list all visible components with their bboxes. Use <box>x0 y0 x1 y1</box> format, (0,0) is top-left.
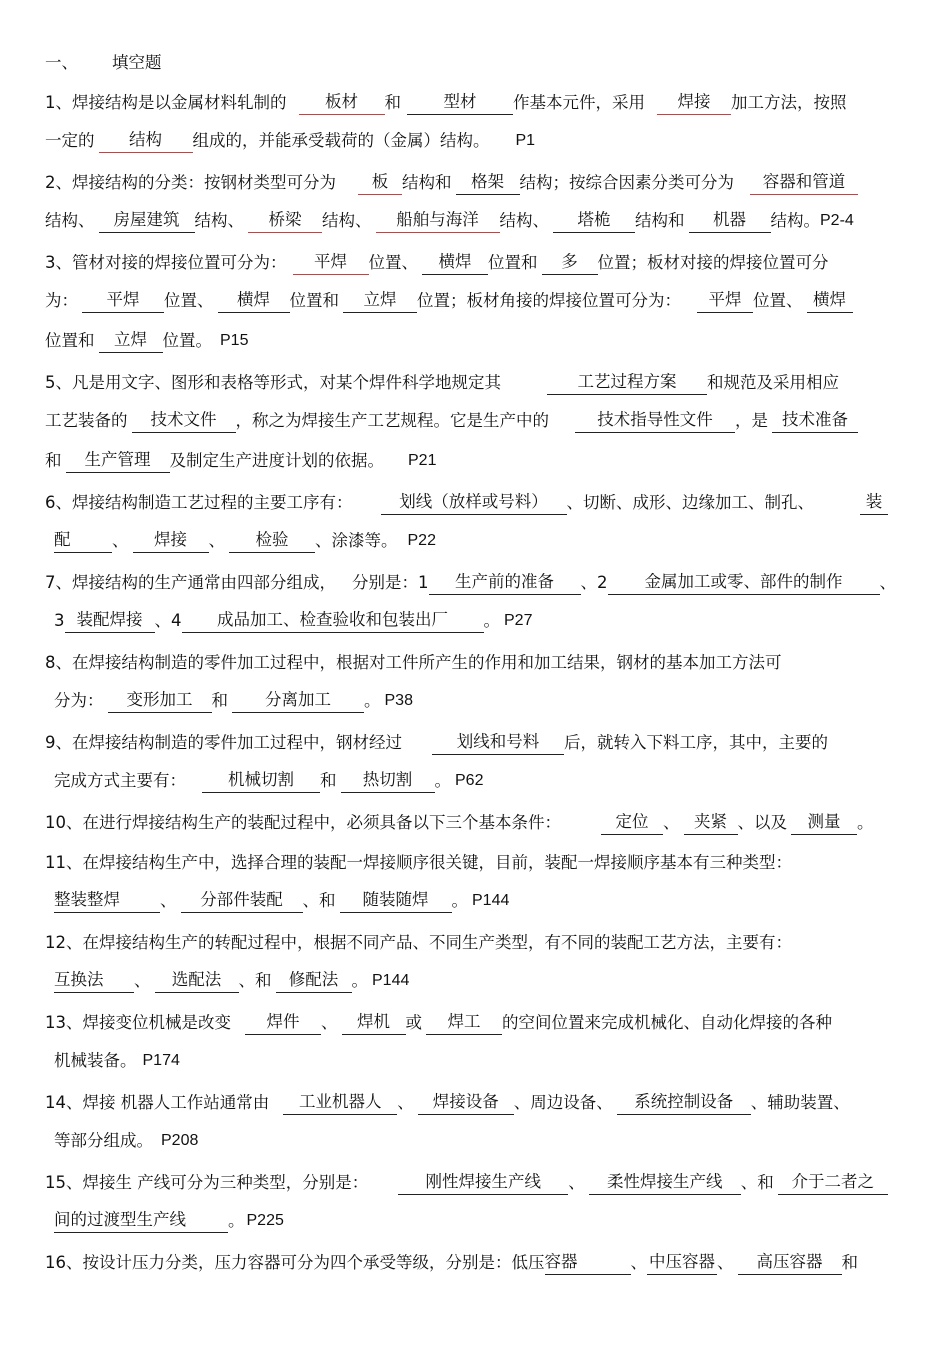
question-12-line-1 <box>0 930 950 956</box>
question-5-line-3 <box>0 448 950 474</box>
question-text: 结构、 <box>499 211 549 230</box>
answer-blank: 柔性焊接生产线 <box>589 1170 741 1195</box>
page-reference: P144 <box>472 892 510 909</box>
question-11-line-2 <box>0 888 950 914</box>
answer-blank: 容器 <box>545 1250 631 1275</box>
question-text: 。 <box>364 691 381 710</box>
answer-blank: 船舶与海洋 <box>376 208 500 233</box>
question-9-line-1 <box>0 730 950 756</box>
answer-blank: 机械切割 <box>202 768 320 793</box>
question-2-line-1 <box>0 170 950 196</box>
answer-blank: 机器 <box>689 208 771 233</box>
question-text: 、周边设备、 <box>513 1093 613 1112</box>
question-text: 位置和 <box>488 253 538 272</box>
question-8-line-1 <box>0 650 950 676</box>
question-text: 10、在进行焊接结构生产的装配过程中，必须具备以下三个基本条件： <box>45 813 561 832</box>
question-14-line-2 <box>0 1128 950 1154</box>
question-text: 组成的，并能承受载荷的（金属）结构。 <box>192 131 490 150</box>
question-text: 、和 <box>238 971 272 990</box>
question-text: 11、在焊接结构生产中，选择合理的装配一焊接顺序很关键，目前，装配一焊接顺序基本有三种类型： <box>45 853 792 872</box>
question-text: 5、凡是用文字、图形和表格等形式，对某个焊件科学地规定其 <box>45 373 501 392</box>
answer-blank: 互换法 <box>54 968 134 993</box>
answer-blank: 焊接设备 <box>418 1090 514 1115</box>
question-7-line-2 <box>0 608 950 634</box>
answer-blank: 板 <box>358 170 402 195</box>
answer-blank: 金属加工或零、部件的制作 <box>608 570 880 595</box>
question-3-line-3 <box>0 328 950 354</box>
question-text: ，是 <box>735 411 768 430</box>
question-8-line-2 <box>0 688 950 714</box>
answer-blank: 横焊 <box>807 288 853 313</box>
question-text: 、 <box>112 531 129 550</box>
question-13-line-1 <box>0 1010 950 1036</box>
question-text: 完成方式主要有： <box>54 771 186 790</box>
question-text: 6、焊接结构制造工艺过程的主要工序有： <box>45 493 353 512</box>
question-text: 位置和 <box>289 291 339 310</box>
question-text: 、2 <box>580 573 608 592</box>
question-3-line-2 <box>0 288 950 314</box>
question-text: 。 <box>483 611 500 630</box>
page-reference: P15 <box>220 332 249 349</box>
question-text: 位置；板材角接的焊接位置可分为： <box>417 291 681 310</box>
question-11-line-1 <box>0 850 950 876</box>
page-reference: P38 <box>384 692 413 709</box>
answer-blank: 容器和管道 <box>750 170 858 195</box>
question-text: 或 <box>405 1013 422 1032</box>
answer-blank: 多 <box>542 250 598 275</box>
question-text: 、 <box>397 1093 414 1112</box>
question-text: 、和 <box>302 891 336 910</box>
answer-blank: 成品加工、检查验收和包装出厂 <box>182 608 484 633</box>
question-text: 位置；板材对接的焊接位置可分 <box>597 253 829 272</box>
answer-blank: 系统控制设备 <box>617 1090 751 1115</box>
answer-blank: 检验 <box>229 528 315 553</box>
question-text: 、 <box>663 813 680 832</box>
answer-blank: 技术文件 <box>132 408 236 433</box>
question-text: 及制定生产进度计划的依据。 <box>169 451 384 470</box>
question-text: 和 <box>320 771 337 790</box>
question-text: 、 <box>879 573 896 592</box>
question-text: 。 <box>857 813 874 832</box>
answer-blank: 刚性焊接生产线 <box>398 1170 568 1195</box>
answer-blank: 焊机 <box>342 1010 406 1035</box>
answer-blank: 平焊 <box>697 288 753 313</box>
question-text: 位置和 <box>45 331 95 350</box>
heading-title: 填空题 <box>112 53 162 72</box>
question-1-line-2 <box>0 128 950 154</box>
question-text: 结构；按综合因素分类可分为 <box>519 173 734 192</box>
question-text: 16、按设计压力分类，压力容器可分为四个承受等级，分别是：低压 <box>45 1253 545 1272</box>
question-text: 、 <box>630 1253 647 1272</box>
question-text: 3、管材对接的焊接位置可分为： <box>45 253 287 272</box>
answer-blank: 工业机器人 <box>283 1090 397 1115</box>
answer-blank: 平焊 <box>293 250 369 275</box>
question-5-line-1 <box>0 370 950 396</box>
question-text: 和 <box>384 93 401 112</box>
answer-blank: 介于二者之 <box>778 1170 888 1195</box>
answer-blank: 型材 <box>407 90 513 115</box>
question-3-line-1 <box>0 250 950 276</box>
question-text: 、切断、成形、边缘加工、制孔、 <box>566 493 814 512</box>
answer-blank: 夹紧 <box>684 810 738 835</box>
answer-blank: 板材 <box>299 90 385 115</box>
page-reference: P144 <box>372 972 410 989</box>
heading-number: 一、 <box>45 53 78 72</box>
question-text: 分为： <box>54 691 104 710</box>
answer-blank: 热切割 <box>341 768 435 793</box>
question-text: 、以及 <box>737 813 787 832</box>
question-text: 、 <box>321 1013 338 1032</box>
answer-blank: 焊件 <box>245 1010 321 1035</box>
question-text: 的空间位置来完成机械化、自动化焊接的各种 <box>502 1013 832 1032</box>
answer-blank: 技术指导性文件 <box>575 408 735 433</box>
question-5-line-2 <box>0 408 950 434</box>
question-text: 结构、 <box>322 211 372 230</box>
answer-blank: 立焊 <box>343 288 417 313</box>
answer-blank: 整装整焊 <box>54 888 160 913</box>
question-text: 结构。 <box>770 211 820 230</box>
question-text: 机械装备。 <box>54 1051 137 1070</box>
question-text: 、辅助装置、 <box>750 1093 850 1112</box>
answer-blank: 间的过渡型生产线 <box>54 1208 228 1233</box>
answer-blank: 塔桅 <box>553 208 635 233</box>
question-text: 7、焊接结构的生产通常由四部分组成， <box>45 573 336 592</box>
page-reference: P62 <box>455 772 484 789</box>
answer-blank: 生产管理 <box>66 448 170 473</box>
page-reference: P27 <box>504 612 533 629</box>
question-14-line-1 <box>0 1090 950 1116</box>
page-reference: P225 <box>246 1212 284 1229</box>
question-text: 和 <box>841 1253 858 1272</box>
page-reference: P22 <box>407 532 436 549</box>
question-text: 。 <box>451 891 468 910</box>
answer-blank: 生产前的准备 <box>429 570 581 595</box>
question-text: 结构和 <box>402 173 452 192</box>
question-text: 等部分组成。 <box>54 1131 153 1150</box>
answer-blank: 技术准备 <box>772 408 858 433</box>
question-6-line-2 <box>0 528 950 554</box>
question-text: 加工方法，按照 <box>731 93 847 112</box>
question-text: 、 <box>160 891 177 910</box>
answer-blank: 中压容器 <box>647 1250 717 1275</box>
question-text: 分别是：1 <box>352 573 429 592</box>
answer-blank: 配 <box>54 528 112 553</box>
question-text: 结构和 <box>635 211 685 230</box>
answer-blank: 变形加工 <box>108 688 212 713</box>
question-15-line-2 <box>0 1208 950 1234</box>
question-text: 后，就转入下料工序，其中，主要的 <box>564 733 828 752</box>
question-text: 、涂漆等。 <box>315 531 398 550</box>
question-text: 、 <box>717 1253 734 1272</box>
question-text: 。 <box>228 1211 245 1230</box>
question-text: 1、焊接结构是以金属材料轧制的 <box>45 93 287 112</box>
answer-blank: 房屋建筑 <box>99 208 195 233</box>
answer-blank: 格架 <box>456 170 520 195</box>
answer-blank: 工艺过程方案 <box>547 370 707 395</box>
answer-blank: 横焊 <box>218 288 290 313</box>
question-text: 13、焊接变位机械是改变 <box>45 1013 231 1032</box>
question-text: 结构、 <box>45 211 95 230</box>
answer-blank: 修配法 <box>276 968 352 993</box>
question-7-line-1 <box>0 570 950 596</box>
question-9-line-2 <box>0 768 950 794</box>
answer-blank: 焊接 <box>133 528 209 553</box>
answer-blank: 分离加工 <box>232 688 364 713</box>
question-text: 和规范及采用相应 <box>707 373 839 392</box>
question-text: 为： <box>45 291 78 310</box>
question-text: 。 <box>351 971 368 990</box>
answer-blank: 立焊 <box>99 328 163 353</box>
section-heading <box>0 50 950 76</box>
question-text: 位置、 <box>368 253 418 272</box>
question-10-line-1 <box>0 810 950 836</box>
page-reference: P2-4 <box>820 212 854 229</box>
question-text: 一定的 <box>45 131 95 150</box>
answer-blank: 桥梁 <box>248 208 322 233</box>
page-reference: P1 <box>515 132 536 149</box>
page-reference: P208 <box>161 1132 199 1149</box>
question-6-line-1 <box>0 490 950 516</box>
answer-blank: 高压容器 <box>738 1250 842 1275</box>
question-text: 工艺装备的 <box>45 411 128 430</box>
question-text: 9、在焊接结构制造的零件加工过程中，钢材经过 <box>45 733 402 752</box>
page-reference: P21 <box>408 452 437 469</box>
answer-blank: 选配法 <box>155 968 239 993</box>
question-text: 、4 <box>154 611 182 630</box>
question-text: 12、在焊接结构生产的转配过程中，根据不同产品、不同生产类型，有不同的装配工艺方法，主要有： <box>45 933 792 952</box>
answer-blank: 平焊 <box>82 288 164 313</box>
question-text: 结构、 <box>194 211 244 230</box>
question-text: 作基本元件，采用 <box>513 93 645 112</box>
question-text: 15、焊接生 产线可分为三种类型，分别是： <box>45 1173 369 1192</box>
question-2-line-2 <box>0 208 950 234</box>
question-text: 3 <box>54 611 65 630</box>
question-text: 、 <box>134 971 151 990</box>
question-text: ，称之为焊接生产工艺规程。它是生产中的 <box>235 411 549 430</box>
question-text: 位置、 <box>753 291 803 310</box>
answer-blank: 装配焊接 <box>65 608 155 633</box>
question-text: 和 <box>45 451 62 470</box>
question-13-line-2 <box>0 1048 950 1074</box>
question-text: 、 <box>208 531 225 550</box>
question-text: 14、焊接 机器人工作站通常由 <box>45 1093 270 1112</box>
question-text: 、和 <box>740 1173 774 1192</box>
question-15-line-1 <box>0 1170 950 1196</box>
question-1-line-1 <box>0 90 950 116</box>
page-reference: P174 <box>142 1052 180 1069</box>
answer-blank: 焊接 <box>657 90 731 115</box>
answer-blank: 划线和号料 <box>432 730 564 755</box>
answer-blank: 结构 <box>99 128 193 153</box>
question-16-line-1 <box>0 1250 950 1276</box>
question-12-line-2 <box>0 968 950 994</box>
answer-blank: 测量 <box>791 810 857 835</box>
question-text: 位置、 <box>164 291 214 310</box>
answer-blank: 横焊 <box>422 250 488 275</box>
answer-blank: 装 <box>860 490 888 515</box>
answer-blank: 分部件装配 <box>181 888 303 913</box>
question-text: 2、焊接结构的分类：按钢材类型可分为 <box>45 173 336 192</box>
answer-blank: 焊工 <box>426 1010 502 1035</box>
question-text: 、 <box>568 1173 585 1192</box>
question-text: 。 <box>434 771 451 790</box>
question-text: 8、在焊接结构制造的零件加工过程中，根据对工件所产生的作用和加工结果，钢材的基本加工方法可 <box>45 653 782 672</box>
question-text: 位置。 <box>162 331 212 350</box>
answer-blank: 随装随焊 <box>340 888 452 913</box>
answer-blank: 划线（放样或号料） <box>381 490 567 515</box>
question-text: 和 <box>211 691 228 710</box>
answer-blank: 定位 <box>601 810 663 835</box>
